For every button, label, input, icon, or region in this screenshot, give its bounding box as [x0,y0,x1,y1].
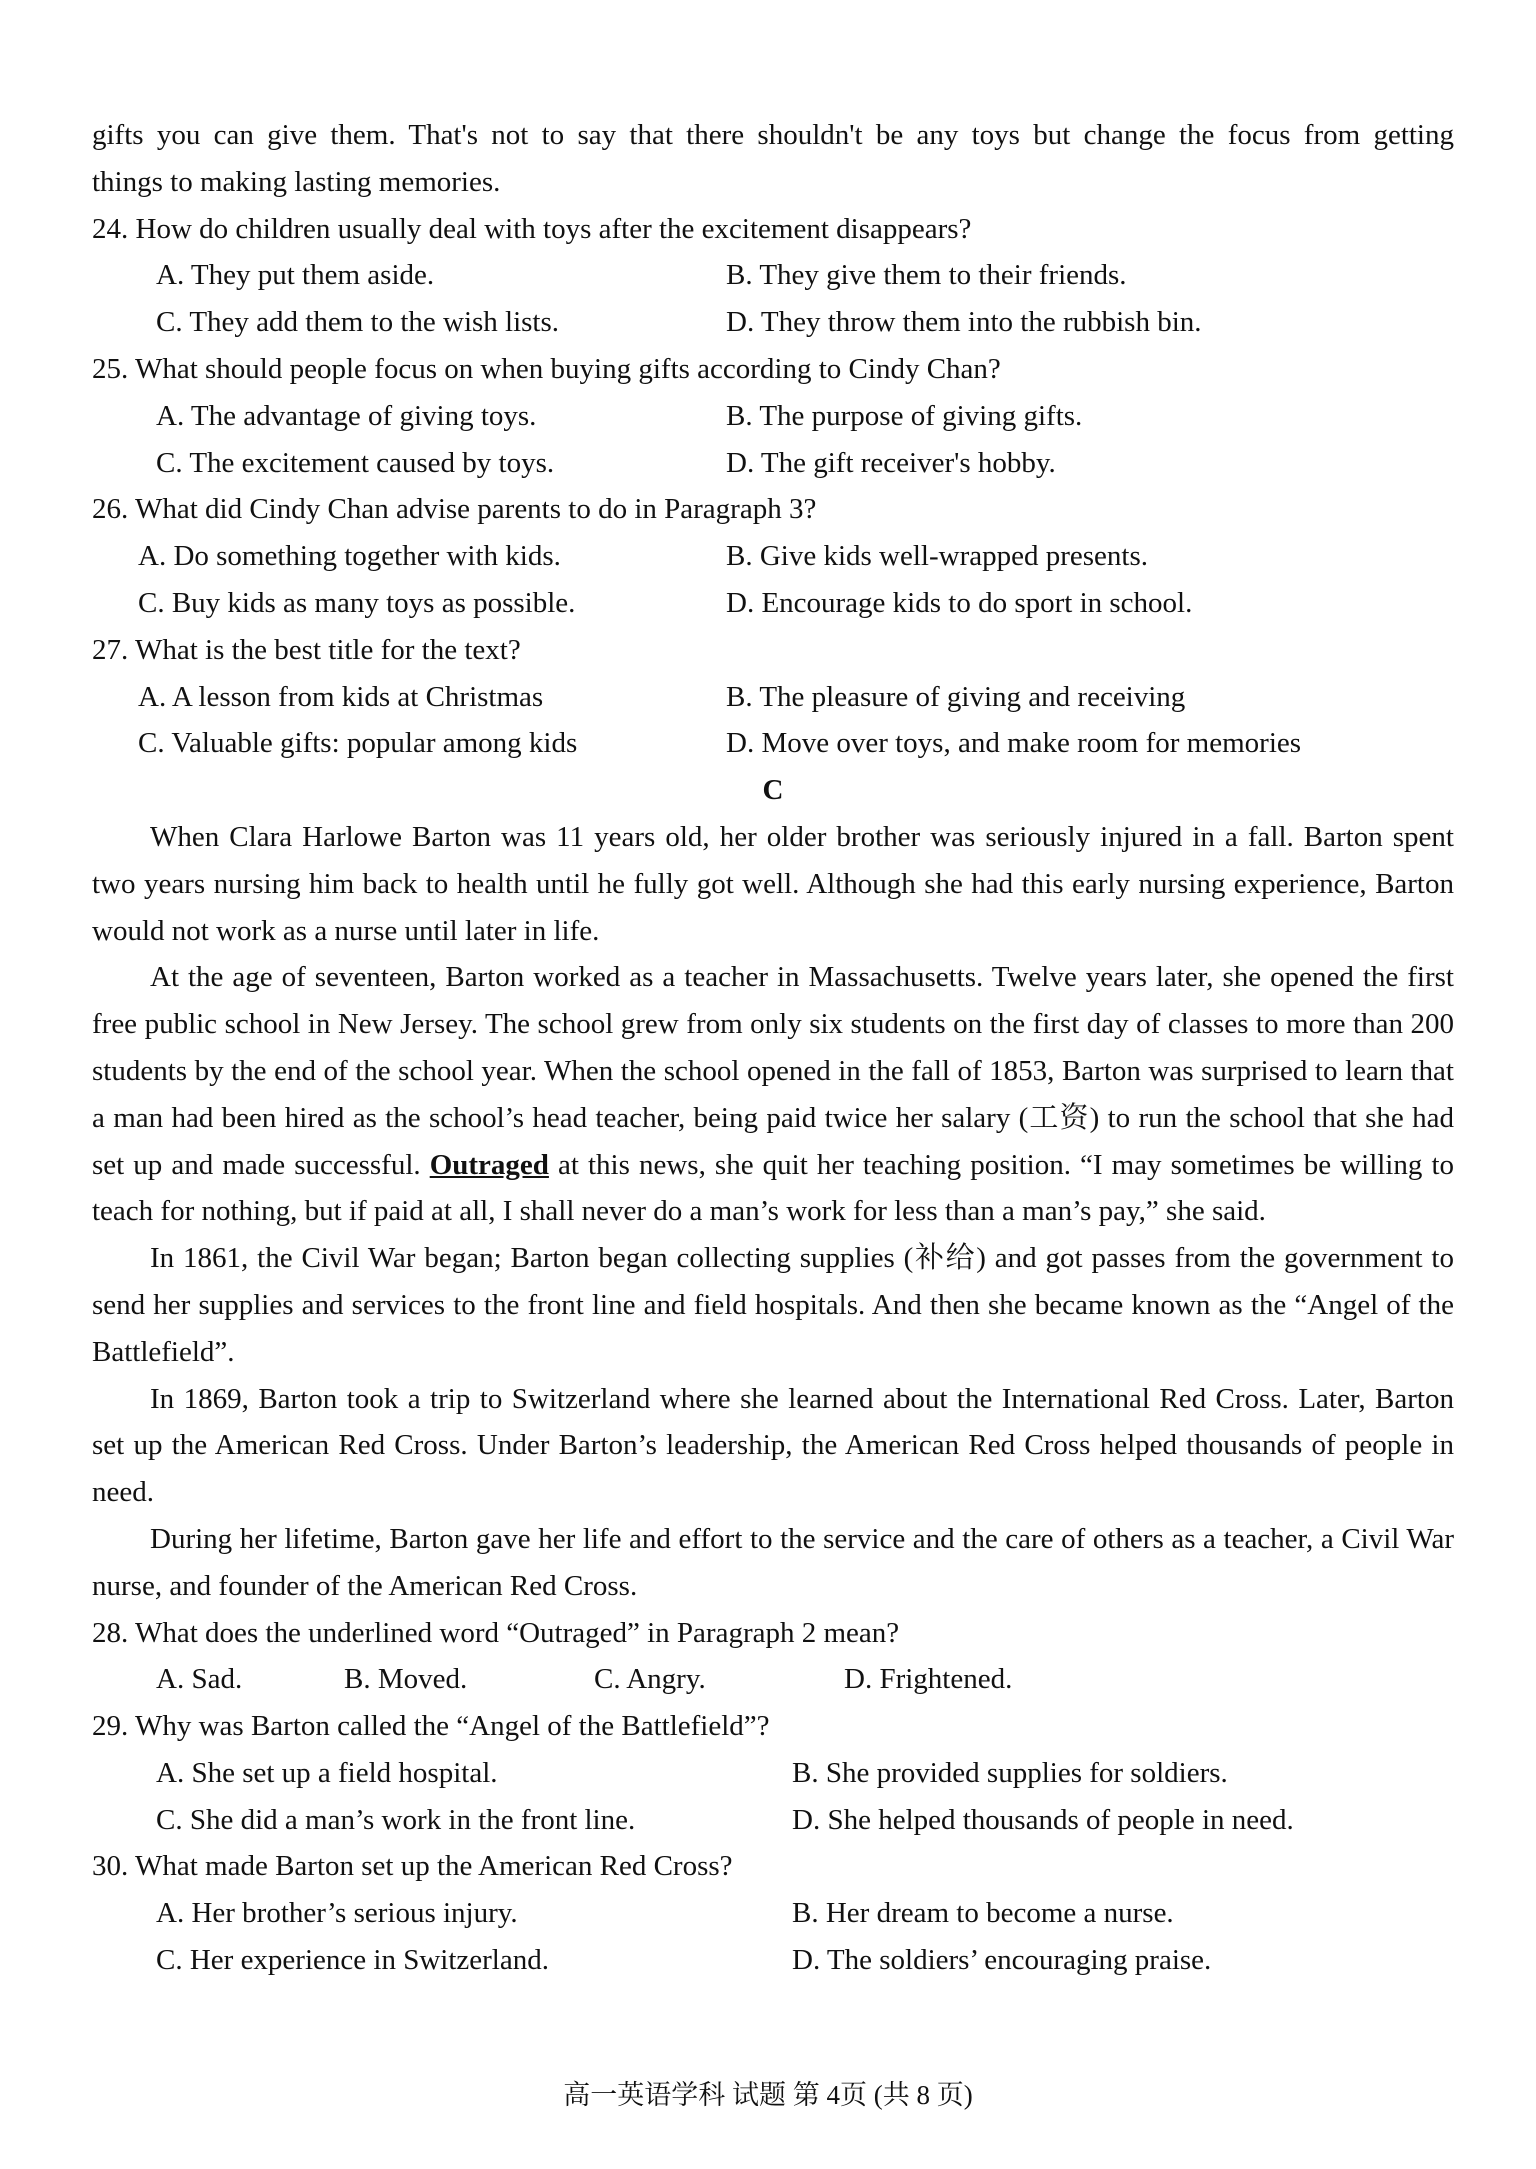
question-stem: 27. What is the best title for the text? [92,633,521,666]
option-a: A. A lesson from kids at Christmas [138,680,544,713]
question-stem: 30. What made Barton set up the American Red Cross? [92,1850,733,1883]
option-b: B. The pleasure of giving and receiving [726,680,1186,713]
option-c: C. Valuable gifts: popular among kids [138,727,578,760]
question-29 [92,1703,1454,1843]
option-d: D. The soldiers’ encouraging praise. [792,1944,1212,1977]
option-c: C. She did a man’s work in the front line. [156,1803,636,1836]
option-a: A. The advantage of giving toys. [156,399,537,432]
option-c: C. Buy kids as many toys as possible. [138,586,576,619]
question-25 [92,346,1454,486]
option-b: B. They give them to their friends. [726,259,1127,292]
question-stem: 24. How do children usually deal with toys after the excitement disappears? [92,212,972,245]
question-stem: 25. What should people focus on when buying gifts according to Cindy Chan? [92,352,1001,385]
page-footer: 高一英语学科 试题 第 4页 (共 8 页) [563,2080,973,2110]
option-d: D. Encourage kids to do sport in school. [726,586,1193,619]
intro-line-1: gifts you can give them. That's not to say that there shouldn't be any toys but change the focus from getting [92,119,1454,151]
question-24 [92,206,1454,346]
underlined-word: Outraged [429,1148,549,1181]
option-b: B. Give kids well-wrapped presents. [726,540,1149,573]
passage-c [92,814,1454,1610]
paragraph-2: At the age of seventeen, Barton worked as a teacher in Massachusetts. Twelve years later, she opened the first free public school in New Jersey. The school grew from only six students on the first day of classes to more than 200 students by the end of the school year. When the school opened in the fall of 1853, Barton was surprised to learn that a man had been hired as the school’s head teacher, being paid twice her salary (工资) to run the school that she had set up and made successful. Outraged at this news, she quit her teaching position. “I may sometimes be willing to teach for nothing, but if paid at all, I shall never do a man’s work for less than a man’s pay,” she said. [92,961,1454,1228]
question-30 [92,1843,1454,1983]
option-b: B. Moved. [344,1663,468,1696]
option-c: C. The excitement caused by toys. [156,446,555,479]
option-c: C. Angry. [594,1663,706,1696]
paragraph-3: In 1861, the Civil War began; Barton began collecting supplies (补给) and got passes from the government to send her supplies and services to the front line and field hospitals. And then she became known as the “Angel of the Battlefield”. [92,1242,1454,1368]
section-c-heading: C [762,774,784,807]
exam-page [92,112,1454,1984]
option-a: A. Her brother’s serious injury. [156,1897,518,1930]
question-stem: 28. What does the underlined word “Outraged” in Paragraph 2 mean? [92,1616,900,1649]
option-d: D. Move over toys, and make room for memories [726,727,1302,760]
option-b: B. Her dream to become a nurse. [792,1897,1174,1930]
question-stem: 29. Why was Barton called the “Angel of the Battlefield”? [92,1710,770,1743]
paragraph-1: When Clara Harlowe Barton was 11 years old, her older brother was seriously injured in a fall. Barton spent two years nursing him back to health until he fully got well. Although she had this early nursing experience, Barton would not work as a nurse until later in life. [92,820,1454,947]
option-d: D. They throw them into the rubbish bin. [726,306,1202,339]
option-a: A. She set up a field hospital. [156,1756,498,1789]
option-a: A. Do something together with kids. [138,540,561,573]
intro-line-2: things to making lasting memories. [92,165,501,198]
option-c: C. Her experience in Switzerland. [156,1944,549,1977]
option-c: C. They add them to the wish lists. [156,306,560,339]
option-a: A. Sad. [156,1663,243,1696]
paragraph-4: In 1869, Barton took a trip to Switzerland where she learned about the International Red Cross. Later, Barton set up the American Red Cross. Under Barton’s leadership, the American Red Cross helped thousands of people in need. [92,1382,1454,1509]
question-27 [92,627,1454,767]
option-d: D. Frightened. [844,1663,1013,1696]
option-d: D. The gift receiver's hobby. [726,446,1056,479]
question-28 [92,1610,1454,1704]
paragraph-5: During her lifetime, Barton gave her life and effort to the service and the care of others as a teacher, a Civil War nurse, and founder of the American Red Cross. [92,1522,1454,1602]
option-b: B. She provided supplies for soldiers. [792,1756,1228,1789]
option-d: D. She helped thousands of people in need. [792,1803,1294,1836]
option-b: B. The purpose of giving gifts. [726,399,1083,432]
option-a: A. They put them aside. [156,259,435,292]
question-26 [92,486,1454,626]
question-stem: 26. What did Cindy Chan advise parents to do in Paragraph 3? [92,493,817,526]
